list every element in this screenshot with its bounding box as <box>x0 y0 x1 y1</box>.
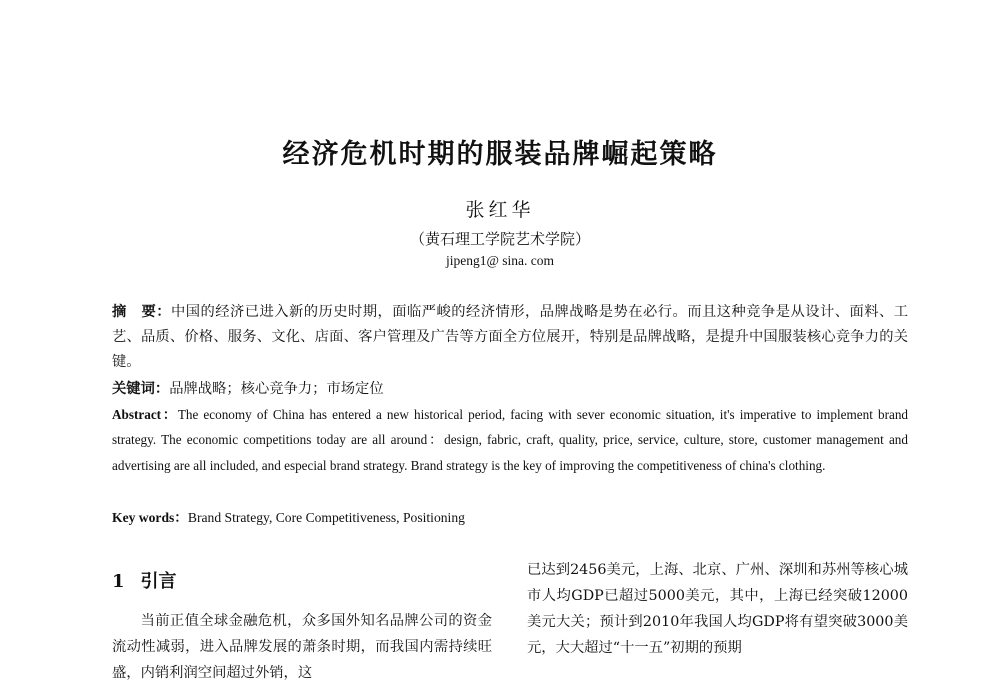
abstract-english-label: Abstract： <box>112 407 178 422</box>
section-title: 引言 <box>140 571 177 592</box>
keywords-english-text: Brand Strategy, Core Competitiveness, Positioning <box>187 510 465 525</box>
abstract-english <box>112 402 908 478</box>
keywords-chinese <box>112 377 908 402</box>
abstract-chinese <box>112 300 908 375</box>
author-affiliation: （黄石理工学院艺术学院） <box>409 230 590 248</box>
section-heading <box>112 567 177 593</box>
paper-title: 经济危机时期的服装品牌崛起策略 <box>282 139 718 170</box>
author-email: jipeng1@ sina. com <box>445 253 555 268</box>
keywords-english <box>112 505 908 530</box>
keywords-chinese-label: 关键词： <box>112 381 170 397</box>
keywords-english-label: Key words： <box>112 510 188 525</box>
body-right-column: 已达到2456美元，上海、北京、广州、深圳和苏州等核心城市人均GDP已超过5000美元，其中，上海已经突破12000美元大关；预计到2010年我国人均GDP将有望突破3000美元，大大超过“十一五”初期的预期 <box>527 562 908 656</box>
keywords-chinese-text: 品牌战略；核心竞争力；市场定位 <box>169 381 384 397</box>
abstract-chinese-label: 摘 要： <box>112 304 171 320</box>
abstract-english-text: The economy of China has entered a new historical period, facing with sever economic situation, it's imperative to implement brand strategy. The economic competitions today are all around：design, fabric, craft, quality, price, service, culture, store, customer management and advertising are all included, and especial brand strategy. Brand strategy is the key of improving the competitiveness of china's clothing. <box>112 407 909 473</box>
abstract-chinese-text: 中国的经济已进入新的历史时期，面临严峻的经济情形，品牌战略是势在必行。而且这种竞争是从设计、面料、工艺、品质、价格、服务、文化、店面、客户管理及广告等方面全方位展开，特别是品牌战略，是提升中国服装核心竞争力的关键。 <box>112 304 908 370</box>
author-name: 张红华 <box>465 199 535 221</box>
section-number: 1 <box>112 571 125 592</box>
body-left-column: 当前正值全球金融危机，众多国外知名品牌公司的资金流动性减弱，进入品牌发展的萧条时期，而我国内需持续旺盛，内销利润空间超过外销，这 <box>112 613 492 681</box>
